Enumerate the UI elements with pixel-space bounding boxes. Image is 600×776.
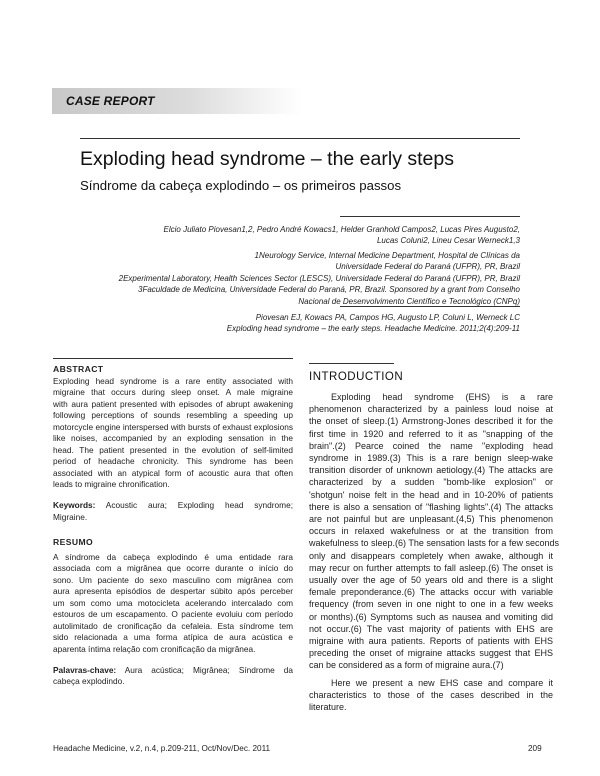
- resumo-line: A síndrome da cabeça explodindo é uma entidade rara: [53, 551, 293, 562]
- abstract-line: like noises, accompanied by an exploding sensation in the: [53, 433, 293, 444]
- affiliation-line: Nacional de Desenvolvimento Científico e Tecnológico (CNPq): [298, 296, 520, 306]
- intro-line: characteristics to those of the cases described in the: [309, 689, 553, 700]
- intro-line: only and disappears completely when awake, although it: [309, 550, 553, 561]
- introduction-heading: INTRODUCTION: [309, 371, 404, 383]
- affiliation-line: 3Faculdade de Medicina, Universidade Federal do Paraná, PR, Brazil. Sponsored by a grant from Conselho: [138, 285, 520, 295]
- intro-line: occurs in relaxed wakefulness or at the transition from: [309, 526, 553, 537]
- title-top-rule: [80, 138, 520, 139]
- resumo-line: sido relacionada a uma forma atípica de aura acústica e: [53, 632, 293, 643]
- section-label: CASE REPORT: [66, 94, 155, 108]
- abstract-line: motorcycle engine interspersed with bursts of exhaust explosions: [53, 421, 293, 432]
- intro-line: Exploding head syndrome (EHS) is a rare: [331, 392, 553, 402]
- citation-line: Piovesan EJ, Kowacs PA, Campos HG, Augusto LP, Coluni L, Werneck LC: [255, 313, 520, 322]
- intro-rule: [309, 363, 394, 364]
- intro-line: usually over the age of 50 years old and there is a slight: [309, 575, 553, 586]
- footer-journal: Headache Medicine, v.2, n.4, p.209-211, Oct/Nov/Dec. 2011: [53, 744, 271, 753]
- intro-line: not occur.(6) The vast majority of patients with EHS are: [309, 623, 553, 634]
- citation-rule: [340, 306, 520, 307]
- abstract-line: associated with an atypical form of acoustic aura that often: [53, 467, 293, 478]
- left-column-rule: [53, 358, 293, 359]
- abstract-line: migraine that occurs during sleep onset. A male migraine: [53, 387, 293, 398]
- intro-line: there is also a sensation of "flashing lights".(4) The attacks: [309, 501, 553, 512]
- abstract-line: with aura patient presented with episodes of abrupt awakening: [53, 398, 293, 409]
- palavras-chave-label: Palavras-chave:: [53, 664, 117, 675]
- resumo-keywords: [53, 665, 293, 677]
- affiliation-line: Universidade Federal do Paraná (UFPR), PR, Brazil: [335, 262, 520, 272]
- abstract-line: head. The patient presented in the evolution of self-limited: [53, 444, 293, 455]
- abstract-keywords: [53, 500, 293, 512]
- intro-line: literature.: [309, 702, 347, 713]
- intro-line: 'shotgun' noise felt in the head and in 10-20% of patients: [309, 489, 553, 500]
- intro-line: wakefulness to sleep.(6) The sensation lasts for a few seconds: [309, 538, 559, 549]
- intro-line: characterized by a sudden "bomb-like explosion" or: [309, 477, 553, 488]
- intro-line: migraine with aura patients. Reports of patients with EHS: [309, 636, 553, 647]
- abstract-line: following perceptions of sounds resembling a speeding up: [53, 410, 293, 421]
- intro-line: first time in 1920 and referred to it as "snapping of the: [309, 428, 553, 439]
- resumo-line: aparenta íntima relação com cronificação da migrânea.: [53, 644, 256, 655]
- introduction-body: [309, 391, 559, 713]
- authors-rule: [340, 216, 520, 217]
- authors-line: Lucas Coluni2, Lineu Cesar Werneck1,3: [376, 236, 520, 246]
- affiliation-line: 1Neurology Service, Internal Medicine Department, Hospital de Clínicas da: [254, 251, 520, 260]
- intro-line: Here we present a new EHS case and compare it: [331, 677, 553, 688]
- affiliations: [50, 250, 520, 307]
- abstract-keywords-cont: Migraine.: [53, 511, 88, 522]
- intro-line: or months).(6) Symptoms such as nausea and vomiting did: [309, 611, 553, 622]
- authors: [100, 224, 520, 247]
- resumo-heading: RESUMO: [53, 537, 94, 548]
- intro-line: are not painful but are unpleasant.(4,5) This phenomenon: [309, 514, 553, 525]
- citation: [90, 312, 520, 335]
- intro-line: transition disorder of unknown aetiology.(4) The attacks are: [309, 465, 553, 476]
- intro-line: the onset of sleep.(1) Armstrong-Jones described it for the: [309, 416, 553, 427]
- authors-line: Elcio Juliato Piovesan1,2, Pedro André Kowacs1, Helder Granhold Campos2, Lucas Pires Augusto2,: [163, 225, 520, 234]
- resumo-line: aura apresenta episódios de despertar súbito após perceber: [53, 586, 293, 597]
- resumo-line: um som como uma motocicleta acelerando intercalado com: [53, 597, 293, 608]
- keywords-text: Acoustic aura; Exploding head syndrome;: [95, 500, 293, 511]
- palavras-chave-text: Aura acústica; Migrânea; Síndrome da: [116, 664, 293, 675]
- intro-line: preceding the onset of migraine attacks suggest that EHS: [309, 648, 553, 659]
- intro-line: brain".(2) Pearce coined the name "exploding head: [309, 440, 553, 451]
- page-title: Exploding head syndrome – the early steps: [80, 148, 454, 170]
- resumo-line: sono. Um paciente do sexo masculino com migrânea com: [53, 574, 293, 585]
- abstract-heading: ABSTRACT: [53, 364, 104, 374]
- intro-line: syndrome in 1989.(3) This is a rare benign sleep-wake: [309, 453, 553, 464]
- resumo-body: [53, 552, 293, 656]
- resumo-line: estouros de um escapamento. O paciente evoluiu com período: [53, 609, 293, 620]
- resumo-line: autolimitado de cronificação da cefaleia. Esta síndrome tem: [53, 620, 293, 631]
- resumo-keywords-cont: cabeça explodindo.: [53, 676, 125, 687]
- abstract-line: period of headache chronicity. This syndrome has been: [53, 456, 293, 467]
- intro-line: female preponderance.(6) The attacks occur with variable: [309, 587, 553, 598]
- abstract-section: [53, 364, 293, 688]
- affiliation-line: 2Experimental Laboratory, Health Sciences Sector (LESCS), Universidade Federal do Paraná (UFPR), PR, Brazil: [118, 273, 520, 283]
- abstract-line: leads to migraine chronification.: [53, 479, 170, 490]
- page-number: 209: [528, 744, 542, 753]
- keywords-label: Keywords:: [53, 500, 96, 511]
- intro-line: may recur on further attempts to fall asleep.(6) The onset is: [309, 562, 553, 573]
- intro-line: frequency (from seven in one night to one in a few weeks: [309, 599, 553, 610]
- abstract-body: [53, 376, 293, 491]
- abstract-line: Exploding head syndrome is a rare entity associated with: [53, 375, 293, 386]
- intro-line: can be considered as a form of migraine aura.(7): [309, 660, 504, 671]
- page-subtitle: Síndrome da cabeça explodindo – os primeiros passos: [80, 178, 402, 193]
- intro-line: phenomenon characterized by a painless loud noise at: [309, 404, 553, 415]
- resumo-line: associada com a migrânea que ocorre durante o início do: [53, 563, 293, 574]
- citation-line: Exploding head syndrome – the early steps. Headache Medicine. 2011;2(4):209-11: [226, 324, 520, 334]
